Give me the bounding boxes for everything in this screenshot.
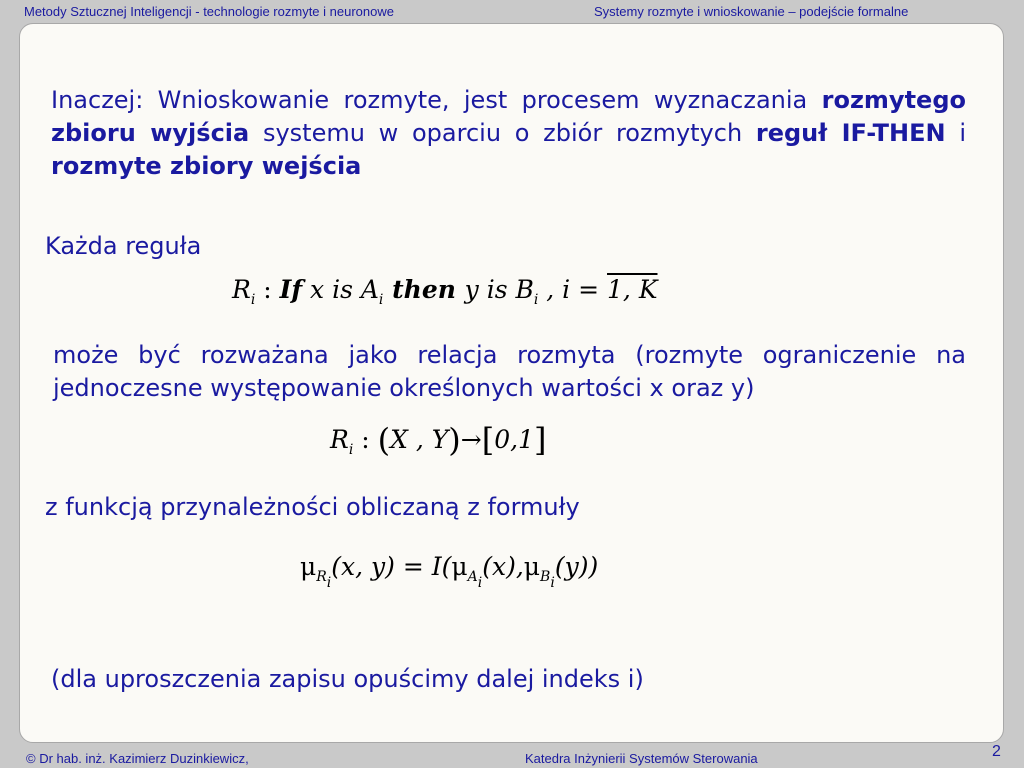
page-number: 2 (992, 743, 1001, 760)
intro-bold-rules: reguł IF-THEN (755, 119, 946, 147)
rule-x-is: x is A (302, 275, 379, 304)
mu-B: μ (523, 552, 541, 581)
mu-R-index: i (326, 575, 332, 591)
intro-text-3: i (945, 119, 966, 147)
mu-B-sub: B (540, 569, 551, 585)
section-title: Systemy rozmyte i wnioskowanie – podejście formalne (594, 4, 909, 19)
rule-A-index: i (378, 292, 384, 308)
rule-index: i (250, 292, 256, 308)
membership-formula (300, 552, 598, 591)
rule-if: If (279, 275, 303, 304)
membership-ax: (x), (482, 552, 524, 581)
membership-args: (x, y) = I( (331, 552, 452, 581)
index-note: (dla uproszczenia zapisu opuścimy dalej indeks i) (51, 665, 644, 693)
mu-R-sub: R (316, 569, 327, 585)
mu-B-index: i (550, 575, 555, 591)
rule-y-is: y is B (464, 275, 534, 304)
author: © Dr hab. inż. Kazimierz Duzinkiewicz, (26, 751, 249, 766)
relation-arrow: → (460, 425, 482, 454)
course-title: Metody Sztucznej Inteligencji - technologie rozmyte i neuronowe (24, 4, 394, 19)
intro-text-2: systemu w oparciu o zbiór rozmytych (249, 119, 756, 147)
relation-text: może być rozważana jako relacja rozmyta (rozmyte ograniczenie na jednoczesne występowanie określonych wartości x oraz y) (53, 341, 966, 402)
relation-colon: : (353, 425, 378, 454)
membership-text: z funkcją przynależności obliczaną z formuły (45, 493, 580, 521)
department: Katedra Inżynierii Systemów Sterowania (525, 751, 758, 766)
intro-paragraph (51, 84, 966, 183)
mu-A-sub: A (467, 569, 478, 585)
slide-footer (0, 742, 1024, 768)
relation-R: R (330, 425, 349, 454)
rule-index-eq: , i = (538, 275, 608, 304)
relation-lbracket: [ (481, 421, 495, 459)
slide-header (0, 0, 1024, 22)
intro-text-1: Inaczej: Wnioskowanie rozmyte, jest procesem wyznaczania (51, 86, 822, 114)
relation-index: i (348, 442, 354, 458)
mu-A: μ (451, 552, 468, 581)
rule-R: R (232, 275, 251, 304)
mu-A-index: i (477, 575, 483, 591)
rule-colon: : (255, 275, 280, 304)
relation-XY: X , Y (390, 425, 449, 454)
relation-formula (330, 421, 546, 459)
relation-rbracket: ] (533, 421, 547, 459)
intro-bold-inputs: rozmyte zbiory wejścia (51, 152, 362, 180)
rule-B-index: i (533, 292, 539, 308)
relation-interval: 0,1 (494, 425, 534, 454)
rule-formula (232, 275, 658, 308)
relation-rparen: ) (448, 421, 461, 459)
rule-heading: Każda reguła (45, 232, 202, 260)
intro-bold-output: rozmytego zbioru wyjścia (51, 86, 966, 147)
rule-range: 1, K (607, 275, 658, 304)
mu-R: μ (300, 552, 317, 581)
rule-then: then (383, 275, 465, 304)
relation-lparen: ( (377, 421, 391, 459)
membership-by: (y)) (554, 552, 599, 581)
